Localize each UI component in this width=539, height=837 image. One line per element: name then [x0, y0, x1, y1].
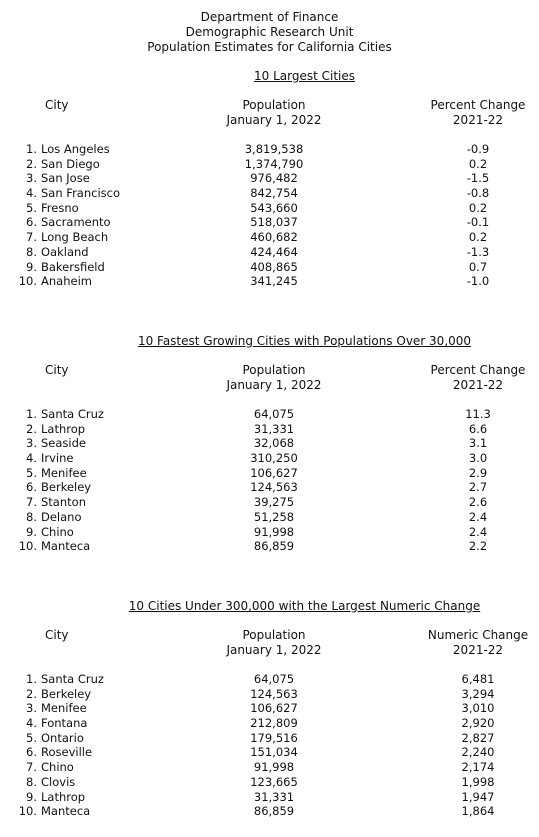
rank: 1.	[26, 142, 37, 156]
column-header-city: City	[45, 98, 69, 112]
table-row	[0, 525, 539, 540]
change-value: 1,947	[461, 789, 495, 804]
change-value: -0.8	[466, 186, 490, 201]
change-value: 0.2	[468, 230, 488, 245]
table-row	[0, 466, 539, 481]
change-value: 2,174	[461, 760, 495, 775]
change-value: 0.2	[468, 200, 488, 215]
city-name: San Francisco	[41, 186, 121, 201]
rank: 8.	[26, 774, 37, 789]
column-header-change	[418, 363, 538, 393]
table-row	[0, 186, 539, 201]
population-value: 976,482	[250, 171, 298, 186]
table-row	[0, 215, 539, 230]
population-value: 3,819,538	[244, 142, 304, 156]
change-value: 2.4	[468, 524, 488, 539]
city-name: Oakland	[41, 244, 89, 259]
change-value: 2,240	[461, 745, 495, 760]
city-name: Los Angeles	[41, 142, 110, 156]
column-header-city: City	[45, 628, 69, 642]
column-header-population-line1: Population	[242, 628, 306, 642]
population-value: 86,859	[253, 539, 295, 554]
column-header-population	[214, 628, 334, 658]
rank: 4.	[26, 716, 37, 731]
header-report-title: Population Estimates for California Cities	[147, 40, 392, 54]
table-row	[0, 687, 539, 702]
column-header-change-line2: 2021-22	[452, 643, 504, 657]
change-value: 2.2	[468, 539, 488, 554]
table-row	[0, 260, 539, 275]
table-row	[0, 760, 539, 775]
change-value: 3.1	[468, 436, 488, 451]
city-name: Clovis	[41, 774, 76, 789]
city-name: San Jose	[41, 171, 90, 186]
table-row	[0, 171, 539, 186]
change-value: 3.0	[468, 451, 488, 466]
change-value: 0.2	[468, 156, 488, 171]
rank: 1.	[26, 672, 37, 686]
rank: 10.	[18, 804, 37, 819]
rank: 7.	[26, 760, 37, 775]
table-body	[0, 142, 539, 289]
population-value: 106,627	[250, 701, 298, 716]
population-value: 86,859	[253, 804, 295, 819]
rank: 9.	[26, 789, 37, 804]
city-name: Lathrop	[41, 789, 86, 804]
rank: 3.	[26, 701, 37, 716]
population-value: 151,034	[250, 745, 298, 760]
population-value: 31,331	[253, 789, 295, 804]
header-department: Department of Finance	[200, 10, 339, 24]
table-row	[0, 245, 539, 260]
change-value: 2.4	[468, 509, 488, 524]
table-row	[0, 201, 539, 216]
table-row	[0, 451, 539, 466]
table-row	[0, 510, 539, 525]
table-row	[0, 701, 539, 716]
table-row	[0, 804, 539, 819]
column-header-population-line2: January 1, 2022	[226, 643, 322, 657]
change-value: 3,294	[461, 686, 495, 701]
city-name: Lathrop	[41, 421, 86, 436]
city-name: Irvine	[41, 451, 74, 466]
change-value: -0.9	[466, 142, 490, 156]
city-name: Chino	[41, 760, 74, 775]
change-value: -1.3	[466, 244, 490, 259]
population-value: 341,245	[250, 274, 298, 289]
document-header	[0, 10, 539, 55]
population-value: 518,037	[250, 215, 298, 230]
population-value: 424,464	[250, 244, 298, 259]
rank: 3.	[26, 171, 37, 186]
city-name: Santa Cruz	[41, 407, 104, 421]
rank: 4.	[26, 451, 37, 466]
change-value: 2.6	[468, 495, 488, 510]
change-value: 3,010	[461, 701, 495, 716]
column-header-change-line1: Percent Change	[430, 363, 526, 377]
population-value: 179,516	[250, 730, 298, 745]
population-value: 408,865	[250, 259, 298, 274]
city-name: San Diego	[41, 156, 100, 171]
population-value: 842,754	[250, 186, 298, 201]
column-header-change-line2: 2021-22	[452, 378, 504, 392]
table-row	[0, 142, 539, 157]
column-header-city: City	[45, 363, 69, 377]
table-row	[0, 745, 539, 760]
change-value: 1,998	[461, 774, 495, 789]
rank: 3.	[26, 436, 37, 451]
column-header-change	[418, 628, 538, 658]
rank: 6.	[26, 745, 37, 760]
section-title: 10 Fastest Growing Cities with Populations Over 30,000	[137, 334, 472, 348]
population-value: 91,998	[253, 524, 295, 539]
city-name: Menifee	[41, 465, 87, 480]
rank: 5.	[26, 200, 37, 215]
city-name: Sacramento	[41, 215, 111, 230]
rank: 2.	[26, 686, 37, 701]
city-name: Manteca	[41, 539, 91, 554]
change-value: 6.6	[468, 421, 488, 436]
change-value: 2.7	[468, 480, 488, 495]
column-header-population-line2: January 1, 2022	[226, 113, 322, 127]
section-title: 10 Cities Under 300,000 with the Largest Numeric Change	[128, 599, 481, 613]
population-value: 212,809	[250, 716, 298, 731]
city-name: Stanton	[41, 495, 86, 510]
table-row	[0, 480, 539, 495]
table-body	[0, 407, 539, 554]
header-unit: Demographic Research Unit	[185, 25, 354, 39]
population-value: 460,682	[250, 230, 298, 245]
city-name: Berkeley	[41, 686, 92, 701]
city-name: Menifee	[41, 701, 87, 716]
city-name: Delano	[41, 509, 82, 524]
population-value: 124,563	[250, 480, 298, 495]
population-value: 51,258	[253, 509, 295, 524]
population-value: 310,250	[250, 451, 298, 466]
rank: 2.	[26, 421, 37, 436]
city-name: Manteca	[41, 804, 91, 819]
table-row	[0, 716, 539, 731]
table-row	[0, 422, 539, 437]
table-row	[0, 407, 539, 422]
population-value: 123,665	[250, 774, 298, 789]
city-name: Seaside	[41, 436, 86, 451]
population-value: 91,998	[253, 760, 295, 775]
rank: 9.	[26, 259, 37, 274]
table-row	[0, 274, 539, 289]
rank: 2.	[26, 156, 37, 171]
rank: 8.	[26, 509, 37, 524]
rank: 5.	[26, 465, 37, 480]
population-value: 39,275	[253, 495, 295, 510]
rank: 6.	[26, 215, 37, 230]
rank: 9.	[26, 524, 37, 539]
change-value: 6,481	[461, 672, 495, 686]
column-header-population-line2: January 1, 2022	[226, 378, 322, 392]
rank: 8.	[26, 244, 37, 259]
change-value: -1.0	[466, 274, 490, 289]
population-value: 31,331	[253, 421, 295, 436]
city-name: Fresno	[41, 200, 79, 215]
rank: 5.	[26, 730, 37, 745]
change-value: 11.3	[465, 407, 491, 421]
city-name: Berkeley	[41, 480, 92, 495]
change-value: 2.9	[468, 465, 488, 480]
table-row	[0, 775, 539, 790]
column-header-change	[418, 98, 538, 128]
change-value: -1.5	[466, 171, 490, 186]
column-header-population-line1: Population	[242, 363, 306, 377]
city-name: Chino	[41, 524, 74, 539]
column-header-population-line1: Population	[242, 98, 306, 112]
column-header-population	[214, 98, 334, 128]
change-value: 2,827	[461, 730, 495, 745]
rank: 10.	[18, 539, 37, 554]
city-name: Bakersfield	[41, 259, 105, 274]
change-value: 2,920	[461, 716, 495, 731]
rank: 4.	[26, 186, 37, 201]
table-row	[0, 731, 539, 746]
column-header-change-line1: Numeric Change	[427, 628, 529, 642]
population-value: 64,075	[253, 672, 295, 686]
table-row	[0, 672, 539, 687]
rank: 7.	[26, 495, 37, 510]
city-name: Roseville	[41, 745, 93, 760]
table-row	[0, 495, 539, 510]
column-header-population	[214, 363, 334, 393]
table-row	[0, 539, 539, 554]
rank: 6.	[26, 480, 37, 495]
change-value: -0.1	[466, 215, 490, 230]
rank: 1.	[26, 407, 37, 421]
column-header-change-line1: Percent Change	[430, 98, 526, 112]
population-value: 543,660	[250, 200, 298, 215]
table-row	[0, 790, 539, 805]
city-name: Santa Cruz	[41, 672, 104, 686]
change-value: 1,864	[461, 804, 495, 819]
table-row	[0, 230, 539, 245]
city-name: Long Beach	[41, 230, 109, 245]
population-value: 64,075	[253, 407, 295, 421]
section-title: 10 Largest Cities	[253, 69, 355, 83]
column-header-change-line2: 2021-22	[452, 113, 504, 127]
table-body	[0, 672, 539, 819]
change-value: 0.7	[468, 259, 488, 274]
rank: 7.	[26, 230, 37, 245]
city-name: Anaheim	[41, 274, 92, 289]
table-row	[0, 157, 539, 172]
population-value: 1,374,790	[244, 156, 304, 171]
population-value: 32,068	[253, 436, 295, 451]
population-value: 106,627	[250, 465, 298, 480]
population-value: 124,563	[250, 686, 298, 701]
city-name: Fontana	[41, 716, 88, 731]
table-row	[0, 436, 539, 451]
city-name: Ontario	[41, 730, 84, 745]
rank: 10.	[18, 274, 37, 289]
